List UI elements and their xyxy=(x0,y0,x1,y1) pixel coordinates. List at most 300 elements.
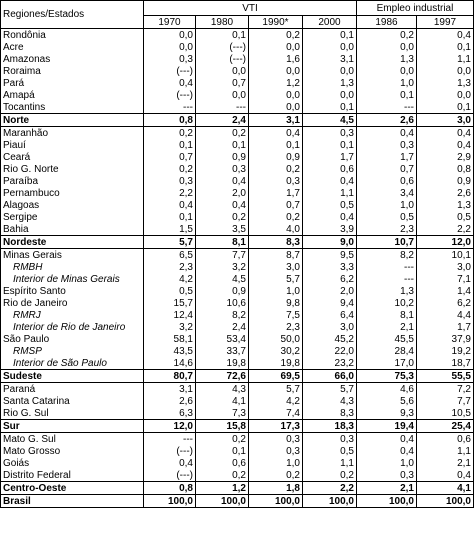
value-cell: 1,3 xyxy=(417,199,474,211)
table-row xyxy=(1,383,474,396)
value-cell: 3,9 xyxy=(303,223,357,236)
value-cell: 66,0 xyxy=(303,370,357,383)
value-cell: 0,2 xyxy=(196,433,249,446)
row-label: RMBH xyxy=(1,261,144,273)
value-cell: 22,0 xyxy=(303,345,357,357)
value-cell: 1,6 xyxy=(249,53,303,65)
value-cell: 3,1 xyxy=(249,114,303,127)
value-cell: 0,7 xyxy=(196,77,249,89)
value-cell: 3,0 xyxy=(249,261,303,273)
value-cell: 0,7 xyxy=(357,163,417,175)
value-cell: 30,2 xyxy=(249,345,303,357)
table-total-row xyxy=(1,236,474,249)
value-cell: 10,7 xyxy=(357,236,417,249)
value-cell: 8,1 xyxy=(357,309,417,321)
value-cell: 0,8 xyxy=(144,482,196,495)
value-cell: 2,6 xyxy=(144,395,196,407)
table-total-row xyxy=(1,114,474,127)
row-label: Goiás xyxy=(1,457,144,469)
row-label: Ceará xyxy=(1,151,144,163)
value-cell: 0,3 xyxy=(249,175,303,187)
value-cell: 0,4 xyxy=(144,77,196,89)
value-cell: 2,2 xyxy=(144,187,196,199)
table-row xyxy=(1,345,474,357)
value-cell: 0,6 xyxy=(417,433,474,446)
row-label: RMRJ xyxy=(1,309,144,321)
row-label: Pará xyxy=(1,77,144,89)
value-cell: 19,8 xyxy=(196,357,249,370)
value-cell: --- xyxy=(196,101,249,114)
value-cell: 25,4 xyxy=(417,420,474,433)
row-label: Sur xyxy=(1,420,144,433)
value-cell: 14,6 xyxy=(144,357,196,370)
row-label: Tocantins xyxy=(1,101,144,114)
value-cell: 4,3 xyxy=(196,383,249,396)
value-cell: 8,1 xyxy=(196,236,249,249)
value-cell: 8,2 xyxy=(357,249,417,262)
table-row xyxy=(1,101,474,114)
value-cell: 4,0 xyxy=(249,223,303,236)
value-cell: 1,7 xyxy=(357,151,417,163)
value-cell: (---) xyxy=(144,469,196,482)
row-label: Centro-Oeste xyxy=(1,482,144,495)
value-cell: 2,6 xyxy=(357,114,417,127)
value-cell: 0,8 xyxy=(144,114,196,127)
value-cell: 6,5 xyxy=(144,249,196,262)
value-cell: 0,4 xyxy=(144,199,196,211)
value-cell: 3,5 xyxy=(196,223,249,236)
value-cell: 0,1 xyxy=(303,139,357,151)
value-cell: 1,1 xyxy=(417,445,474,457)
value-cell: 3,0 xyxy=(303,321,357,333)
row-label: Nordeste xyxy=(1,236,144,249)
value-cell: 2,4 xyxy=(196,321,249,333)
row-label: Rio G. Norte xyxy=(1,163,144,175)
row-label: Interior de Minas Gerais xyxy=(1,273,144,285)
row-label: Alagoas xyxy=(1,199,144,211)
row-label: Norte xyxy=(1,114,144,127)
value-cell: 0,0 xyxy=(249,101,303,114)
value-cell: 0,4 xyxy=(417,127,474,140)
value-cell: 4,4 xyxy=(417,309,474,321)
table-row xyxy=(1,223,474,236)
value-cell: 1,3 xyxy=(417,77,474,89)
value-cell: 0,8 xyxy=(417,163,474,175)
value-cell: 7,2 xyxy=(417,383,474,396)
value-cell: 4,5 xyxy=(196,273,249,285)
value-cell: 0,1 xyxy=(303,101,357,114)
value-cell: 19,4 xyxy=(357,420,417,433)
value-cell: 3,2 xyxy=(144,321,196,333)
value-cell: 8,3 xyxy=(303,407,357,420)
value-cell: 0,1 xyxy=(196,139,249,151)
row-label: Mato G. Sul xyxy=(1,433,144,446)
value-cell: 100,0 xyxy=(303,495,357,508)
row-label: Roraima xyxy=(1,65,144,77)
value-cell: 1,5 xyxy=(144,223,196,236)
value-cell: 0,7 xyxy=(249,199,303,211)
row-label: Mato Grosso xyxy=(1,445,144,457)
table-total-row xyxy=(1,482,474,495)
value-cell: 0,4 xyxy=(357,433,417,446)
value-cell: 0,3 xyxy=(144,175,196,187)
table-row xyxy=(1,273,474,285)
value-cell: 1,7 xyxy=(249,187,303,199)
value-cell: 0,7 xyxy=(144,151,196,163)
value-cell: 0,0 xyxy=(196,65,249,77)
value-cell: 10,2 xyxy=(357,297,417,309)
value-cell: 0,2 xyxy=(249,163,303,175)
value-cell: 15,7 xyxy=(144,297,196,309)
value-cell: --- xyxy=(144,101,196,114)
value-cell: 10,5 xyxy=(417,407,474,420)
value-cell: 3,3 xyxy=(303,261,357,273)
value-cell: 33,7 xyxy=(196,345,249,357)
table-total-row xyxy=(1,370,474,383)
value-cell: 2,0 xyxy=(303,285,357,297)
value-cell: 3,0 xyxy=(417,261,474,273)
value-cell: 19,2 xyxy=(417,345,474,357)
value-cell: 0,0 xyxy=(357,65,417,77)
row-label: Interior de Rio de Janeiro xyxy=(1,321,144,333)
value-cell: 0,3 xyxy=(249,433,303,446)
value-cell: 100,0 xyxy=(196,495,249,508)
value-cell: 4,3 xyxy=(303,395,357,407)
value-cell: 6,3 xyxy=(144,407,196,420)
table-total-row xyxy=(1,420,474,433)
table-row xyxy=(1,175,474,187)
row-label: Rio de Janeiro xyxy=(1,297,144,309)
value-cell: --- xyxy=(357,261,417,273)
value-cell: 37,9 xyxy=(417,333,474,345)
value-cell: 2,9 xyxy=(417,151,474,163)
value-cell: 9,3 xyxy=(357,407,417,420)
row-label: Maranhão xyxy=(1,127,144,140)
table-row xyxy=(1,309,474,321)
row-label: Sudeste xyxy=(1,370,144,383)
value-cell: 17,0 xyxy=(357,357,417,370)
value-cell: 1,7 xyxy=(417,321,474,333)
value-cell: (---) xyxy=(196,53,249,65)
value-cell: 4,6 xyxy=(357,383,417,396)
value-cell: 0,5 xyxy=(144,285,196,297)
value-cell: 0,4 xyxy=(196,175,249,187)
table-row xyxy=(1,127,474,140)
value-cell: 5,7 xyxy=(144,236,196,249)
value-cell: 100,0 xyxy=(417,495,474,508)
value-cell: 9,8 xyxy=(249,297,303,309)
value-cell: 6,4 xyxy=(303,309,357,321)
value-cell: 0,0 xyxy=(303,41,357,53)
row-label: Amapá xyxy=(1,89,144,101)
value-cell: 0,0 xyxy=(417,89,474,101)
table-row xyxy=(1,29,474,42)
value-cell: 0,4 xyxy=(357,445,417,457)
value-cell: 5,7 xyxy=(303,383,357,396)
value-cell: 19,8 xyxy=(249,357,303,370)
value-cell: 0,2 xyxy=(144,163,196,175)
table-row xyxy=(1,407,474,420)
value-cell: 2,0 xyxy=(196,187,249,199)
value-cell: 0,0 xyxy=(417,65,474,77)
value-cell: (---) xyxy=(196,41,249,53)
value-cell: 0,4 xyxy=(417,469,474,482)
value-cell: 0,0 xyxy=(357,41,417,53)
value-cell: 7,1 xyxy=(417,273,474,285)
value-cell: 18,3 xyxy=(303,420,357,433)
table-row xyxy=(1,199,474,211)
value-cell: 0,0 xyxy=(144,41,196,53)
value-cell: 10,6 xyxy=(196,297,249,309)
value-cell: 45,5 xyxy=(357,333,417,345)
table-row xyxy=(1,77,474,89)
value-cell: 0,2 xyxy=(144,127,196,140)
employment-group-header: Empleo industrial xyxy=(357,1,474,16)
value-cell: 0,3 xyxy=(303,127,357,140)
table-row xyxy=(1,395,474,407)
value-cell: 0,2 xyxy=(196,211,249,223)
value-cell: 3,1 xyxy=(303,53,357,65)
table-row xyxy=(1,261,474,273)
value-cell: 1,1 xyxy=(417,53,474,65)
value-cell: 1,0 xyxy=(357,77,417,89)
value-cell: 0,4 xyxy=(249,127,303,140)
value-cell: 7,5 xyxy=(249,309,303,321)
row-label: Sergipe xyxy=(1,211,144,223)
row-label: Espírito Santo xyxy=(1,285,144,297)
value-cell: (---) xyxy=(144,445,196,457)
value-cell: 2,1 xyxy=(357,321,417,333)
value-cell: 8,2 xyxy=(196,309,249,321)
value-cell: 3,4 xyxy=(357,187,417,199)
row-label: Minas Gerais xyxy=(1,249,144,262)
value-cell: 0,6 xyxy=(196,457,249,469)
value-cell: 1,0 xyxy=(357,457,417,469)
value-cell: 1,8 xyxy=(249,482,303,495)
value-cell: (---) xyxy=(144,65,196,77)
value-cell: 2,2 xyxy=(303,482,357,495)
value-cell: 0,5 xyxy=(303,199,357,211)
value-cell: 0,0 xyxy=(249,89,303,101)
value-cell: 1,7 xyxy=(303,151,357,163)
row-label: Paraíba xyxy=(1,175,144,187)
table-row xyxy=(1,163,474,175)
value-cell: 7,4 xyxy=(249,407,303,420)
value-cell: 0,4 xyxy=(303,211,357,223)
table-row xyxy=(1,285,474,297)
row-label: Acre xyxy=(1,41,144,53)
value-cell: 6,2 xyxy=(417,297,474,309)
value-cell: 8,3 xyxy=(249,236,303,249)
value-cell: 0,1 xyxy=(417,101,474,114)
value-cell: 5,6 xyxy=(357,395,417,407)
value-cell: 80,7 xyxy=(144,370,196,383)
value-cell: 0,1 xyxy=(249,139,303,151)
value-cell: 0,9 xyxy=(249,151,303,163)
value-cell: 2,6 xyxy=(417,187,474,199)
value-cell: 0,0 xyxy=(196,89,249,101)
row-label: Bahia xyxy=(1,223,144,236)
value-cell: 1,3 xyxy=(303,77,357,89)
table-row xyxy=(1,139,474,151)
value-cell: 75,3 xyxy=(357,370,417,383)
value-cell: 0,0 xyxy=(303,65,357,77)
table-row xyxy=(1,53,474,65)
value-cell: 0,1 xyxy=(303,29,357,42)
value-cell: 7,3 xyxy=(196,407,249,420)
table-row xyxy=(1,151,474,163)
year-header: 1990* xyxy=(249,16,303,29)
value-cell: 1,3 xyxy=(357,285,417,297)
value-cell: 0,4 xyxy=(357,127,417,140)
table-row xyxy=(1,433,474,446)
header-row-groups xyxy=(1,1,474,16)
value-cell: 2,2 xyxy=(417,223,474,236)
vti-group-header: VTI xyxy=(144,1,357,16)
value-cell: 2,4 xyxy=(196,114,249,127)
value-cell: 2,3 xyxy=(357,223,417,236)
table-total-row xyxy=(1,495,474,508)
value-cell: 5,7 xyxy=(249,273,303,285)
table-row xyxy=(1,41,474,53)
row-label: Interior de São Paulo xyxy=(1,357,144,370)
value-cell: 43,5 xyxy=(144,345,196,357)
table-row xyxy=(1,297,474,309)
value-cell: 1,1 xyxy=(303,457,357,469)
value-cell: --- xyxy=(144,433,196,446)
value-cell: 28,4 xyxy=(357,345,417,357)
value-cell: 100,0 xyxy=(144,495,196,508)
value-cell: 10,1 xyxy=(417,249,474,262)
value-cell: 0,9 xyxy=(196,285,249,297)
table-body xyxy=(1,29,474,508)
value-cell: 23,2 xyxy=(303,357,357,370)
table-row xyxy=(1,457,474,469)
value-cell: 0,5 xyxy=(357,211,417,223)
row-label: Rondônia xyxy=(1,29,144,42)
value-cell: 0,9 xyxy=(417,175,474,187)
value-cell: 1,0 xyxy=(357,199,417,211)
value-cell: 0,2 xyxy=(196,469,249,482)
year-header: 1986 xyxy=(357,16,417,29)
regions-column-header: Regiones/Estados xyxy=(1,1,144,29)
value-cell: 15,8 xyxy=(196,420,249,433)
value-cell: 0,1 xyxy=(144,139,196,151)
value-cell: 0,3 xyxy=(249,445,303,457)
value-cell: 0,1 xyxy=(357,89,417,101)
value-cell: 3,2 xyxy=(196,261,249,273)
value-cell: 5,7 xyxy=(249,383,303,396)
value-cell: 0,1 xyxy=(417,41,474,53)
value-cell: 18,7 xyxy=(417,357,474,370)
value-cell: 0,0 xyxy=(249,41,303,53)
value-cell: 0,1 xyxy=(196,29,249,42)
table-row xyxy=(1,469,474,482)
value-cell: 0,2 xyxy=(249,211,303,223)
value-cell: 8,7 xyxy=(249,249,303,262)
value-cell: 12,0 xyxy=(144,420,196,433)
row-label: Amazonas xyxy=(1,53,144,65)
value-cell: 0,1 xyxy=(196,445,249,457)
value-cell: 0,4 xyxy=(417,29,474,42)
value-cell: 7,7 xyxy=(196,249,249,262)
row-label: Piauí xyxy=(1,139,144,151)
value-cell: (---) xyxy=(144,89,196,101)
value-cell: 1,2 xyxy=(249,77,303,89)
value-cell: 6,2 xyxy=(303,273,357,285)
row-label: RMSP xyxy=(1,345,144,357)
value-cell: 0,9 xyxy=(196,151,249,163)
row-label: Santa Catarina xyxy=(1,395,144,407)
year-header: 1997 xyxy=(417,16,474,29)
value-cell: 0,3 xyxy=(357,139,417,151)
value-cell: 0,1 xyxy=(144,211,196,223)
value-cell: 4,2 xyxy=(249,395,303,407)
value-cell: 9,0 xyxy=(303,236,357,249)
year-header: 1980 xyxy=(196,16,249,29)
value-cell: 0,0 xyxy=(303,89,357,101)
value-cell: 4,1 xyxy=(417,482,474,495)
value-cell: 72,6 xyxy=(196,370,249,383)
value-cell: --- xyxy=(357,101,417,114)
row-label: Brasil xyxy=(1,495,144,508)
value-cell: 69,5 xyxy=(249,370,303,383)
table-row xyxy=(1,65,474,77)
table-row xyxy=(1,187,474,199)
row-label: São Paulo xyxy=(1,333,144,345)
value-cell: 4,2 xyxy=(144,273,196,285)
value-cell: 50,0 xyxy=(249,333,303,345)
value-cell: 0,5 xyxy=(303,445,357,457)
value-cell: 1,0 xyxy=(249,457,303,469)
value-cell: 9,4 xyxy=(303,297,357,309)
value-cell: 1,3 xyxy=(357,53,417,65)
value-cell: 4,1 xyxy=(196,395,249,407)
value-cell: 0,3 xyxy=(357,469,417,482)
value-cell: 2,1 xyxy=(417,457,474,469)
value-cell: 0,2 xyxy=(303,469,357,482)
value-cell: 2,3 xyxy=(249,321,303,333)
value-cell: 100,0 xyxy=(357,495,417,508)
value-cell: 0,4 xyxy=(144,457,196,469)
value-cell: 0,0 xyxy=(144,29,196,42)
value-cell: 0,2 xyxy=(249,29,303,42)
value-cell: 17,3 xyxy=(249,420,303,433)
value-cell: 1,4 xyxy=(417,285,474,297)
year-header: 2000 xyxy=(303,16,357,29)
value-cell: 3,1 xyxy=(144,383,196,396)
value-cell: 55,5 xyxy=(417,370,474,383)
row-label: Distrito Federal xyxy=(1,469,144,482)
value-cell: 0,4 xyxy=(196,199,249,211)
table-row xyxy=(1,211,474,223)
table-row xyxy=(1,321,474,333)
value-cell: 0,5 xyxy=(417,211,474,223)
value-cell: 100,0 xyxy=(249,495,303,508)
value-cell: 58,1 xyxy=(144,333,196,345)
value-cell: 4,5 xyxy=(303,114,357,127)
table-row xyxy=(1,333,474,345)
value-cell: 9,5 xyxy=(303,249,357,262)
table-row xyxy=(1,357,474,370)
row-label: Paraná xyxy=(1,383,144,396)
value-cell: 0,6 xyxy=(303,163,357,175)
value-cell: 53,4 xyxy=(196,333,249,345)
value-cell: 0,0 xyxy=(249,65,303,77)
value-cell: 1,2 xyxy=(196,482,249,495)
value-cell: 0,3 xyxy=(144,53,196,65)
row-label: Rio G. Sul xyxy=(1,407,144,420)
